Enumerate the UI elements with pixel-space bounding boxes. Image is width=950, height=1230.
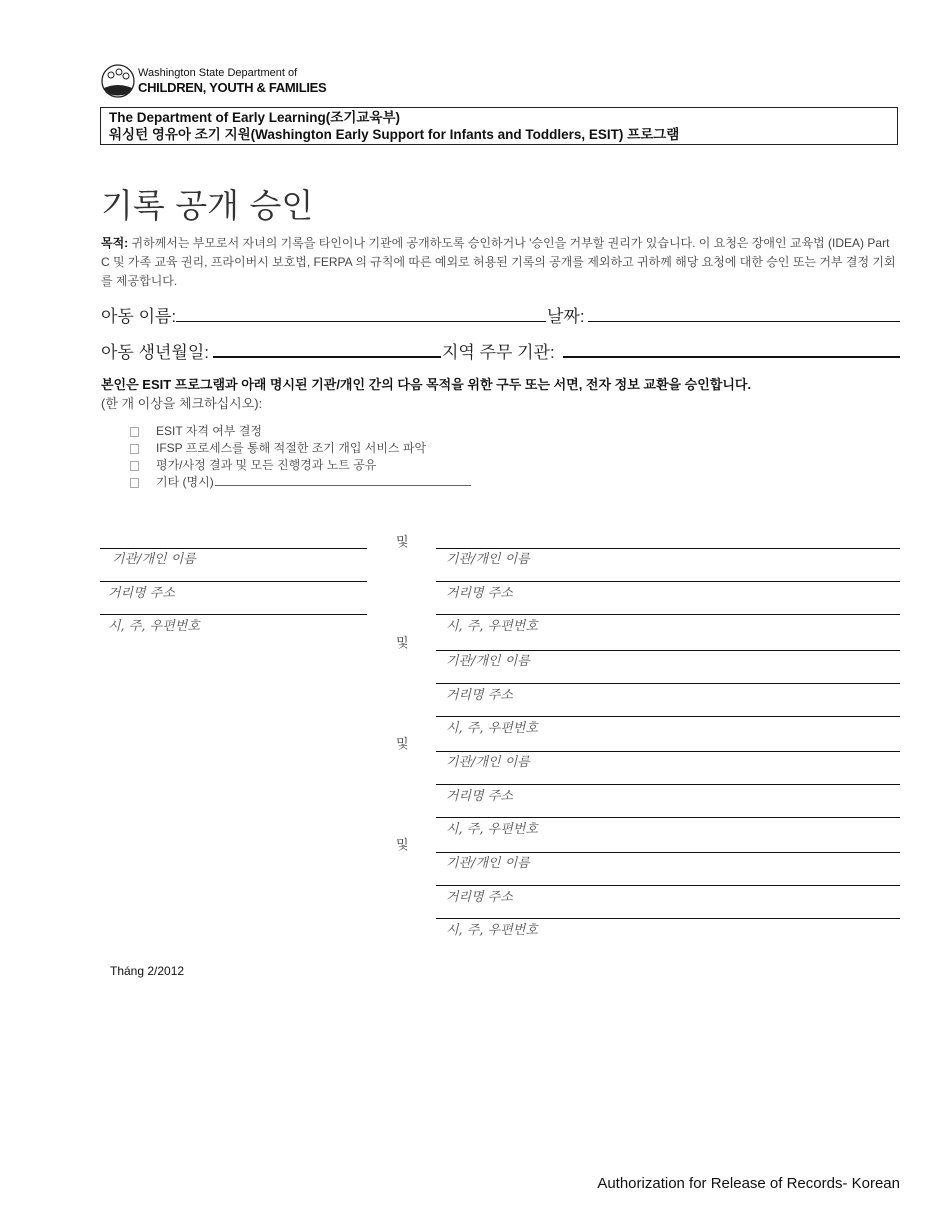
header-line1: The Department of Early Learning(조기교육부)	[109, 110, 400, 125]
right-name-label: 기관/개인 이름	[446, 755, 530, 770]
and-label: 및	[396, 736, 409, 751]
purpose-paragraph	[101, 234, 901, 291]
logo-line2: CHILDREN, YOUTH & FAMILIES	[138, 80, 327, 95]
right-street-label: 거리명 주소	[446, 890, 513, 905]
page-title: 기록 공개 승인	[101, 186, 314, 225]
date-field[interactable]	[588, 321, 900, 322]
child-dob-label: 아동 생년월일:	[101, 343, 209, 362]
checkbox-ifsp[interactable]	[130, 439, 426, 456]
logo-line1: Washington State Department of	[138, 67, 298, 79]
child-dob-field[interactable]	[213, 356, 441, 358]
checkbox-evaluation[interactable]	[130, 456, 376, 473]
right-city-label: 시, 주, 우편번호	[446, 721, 538, 736]
right-street-label: 거리명 주소	[446, 688, 513, 703]
checkbox-eligibility[interactable]	[130, 422, 262, 439]
and-label: 및	[396, 534, 409, 549]
checkbox-icon[interactable]	[130, 444, 139, 454]
left-city-label: 시, 주, 우편번호	[108, 619, 200, 634]
statement-instruction: (한 개 이상을 체크하십시오):	[101, 396, 263, 411]
right-street-label: 거리명 주소	[446, 789, 513, 804]
lead-agency-field[interactable]	[563, 356, 900, 358]
child-name-field[interactable]	[176, 321, 546, 322]
checkbox-label: 기타 (명시)	[156, 475, 214, 489]
header-box	[100, 107, 898, 145]
checkbox-icon[interactable]	[130, 427, 139, 437]
checkbox-icon[interactable]	[130, 478, 139, 488]
right-city-label: 시, 주, 우편번호	[446, 619, 538, 634]
footer-date: Tháng 2/2012	[110, 964, 185, 978]
checkbox-icon[interactable]	[130, 461, 139, 471]
right-name-label: 기관/개인 이름	[446, 552, 530, 567]
and-label: 및	[396, 837, 409, 852]
right-name-label: 기관/개인 이름	[446, 654, 530, 669]
checkbox-label: 평가/사정 결과 및 모든 진행경과 노트 공유	[156, 458, 377, 472]
dcyf-logo-icon	[100, 64, 136, 98]
child-name-label: 아동 이름:	[101, 307, 177, 326]
left-street-label: 거리명 주소	[108, 586, 175, 601]
checkbox-label: IFSP 프로세스를 통해 적절한 조기 개입 서비스 파악	[156, 441, 427, 455]
authorization-statement: 본인은 ESIT 프로그램과 아래 명시된 기관/개인 간의 다음 목적을 위한 구두 또는 서면, 전자 정보 교환을 승인합니다.	[101, 377, 752, 392]
header-line2: 워싱턴 영유아 조기 지원(Washington Early Support for Infants and Toddlers, ESIT) 프로그램	[109, 127, 680, 142]
purpose-text: 귀하께서는 부모로서 자녀의 기록을 타인이나 기관에 공개하도록 승인하거나 '승인을 거부할 권리가 있습니다. 이 요청은 장애인 교육법 (IDEA) Part C 및 가족 교육 권리, 프라이버시 보호법, FERPA 의 규칙에 따른 예외로 허용된 기록의 공개를 제외하고 귀하께 해당 요청에 대한 승인 또는 거부 결정 기회를 제공합니다.	[101, 236, 896, 288]
date-label: 날짜:	[547, 307, 585, 326]
purpose-label: 목적:	[101, 236, 129, 250]
right-name-label: 기관/개인 이름	[446, 856, 530, 871]
checkbox-other[interactable]	[130, 473, 471, 490]
and-label: 및	[396, 635, 409, 650]
left-name-label: 기관/개인 이름	[112, 552, 196, 567]
footer-title: Authorization for Release of Records- Korean	[597, 1175, 900, 1192]
other-specify-field[interactable]	[215, 485, 471, 486]
checkbox-label: ESIT 자격 여부 결정	[156, 424, 263, 438]
right-city-label: 시, 주, 우편번호	[446, 822, 538, 837]
right-city-label: 시, 주, 우편번호	[446, 923, 538, 938]
right-street-label: 거리명 주소	[446, 586, 513, 601]
lead-agency-label: 지역 주무 기관:	[442, 343, 555, 362]
